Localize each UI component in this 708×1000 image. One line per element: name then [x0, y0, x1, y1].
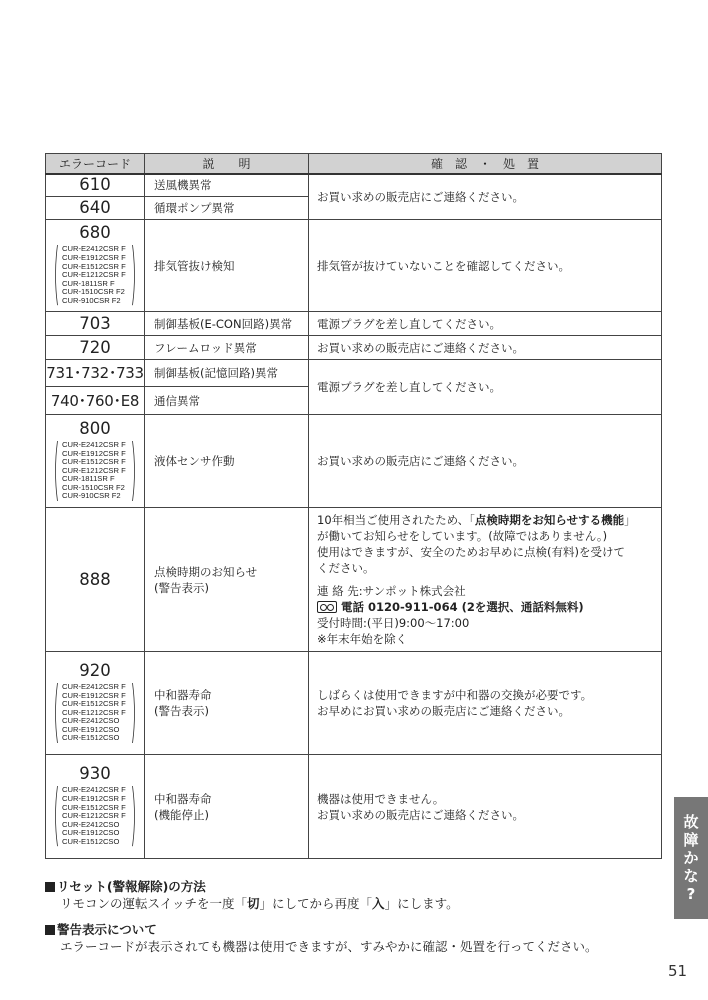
model-name: CUR-E2412CSR F [62, 439, 126, 449]
contact-holiday: ※年末年始を除く [317, 632, 408, 646]
model-list [52, 245, 138, 305]
note-text: 」にします。 [384, 896, 459, 911]
note-heading-text: 警告表示について [57, 922, 157, 937]
description-line: 点検時期のお知らせ [154, 564, 258, 579]
model-name: CUR-1510CSR F2 [62, 482, 125, 492]
action-cell: 排気管が抜けていないことを確認してください。 [309, 220, 662, 312]
header-action: 確 認 ・ 処 置 [309, 154, 662, 174]
table-row [46, 360, 662, 387]
free-dial-icon [317, 601, 337, 613]
tab-char: 故 [683, 813, 699, 831]
action-cell: 電源プラグを差し直してください。 [309, 312, 662, 336]
table-row [46, 755, 662, 859]
left-paren-bracket [53, 683, 58, 743]
model-name: CUR-E1912CSO [62, 828, 120, 838]
model-name: CUR-E2412CSR F [62, 681, 126, 691]
model-name: CUR-1510CSR F2 [62, 287, 125, 297]
description-cell: 制御基板(記憶回路)異常 [145, 360, 309, 387]
error-code-table [45, 153, 662, 859]
note-heading [45, 878, 459, 895]
action-cell: お買い求めの販売店にご連絡ください。 [309, 174, 662, 220]
action-cell: 電源プラグを差し直してください。 [309, 360, 662, 415]
action-line: 機器は使用できません。 [317, 791, 445, 806]
note-emphasis: 入 [372, 896, 385, 911]
error-code: 800 [79, 418, 111, 438]
model-name: CUR-E1512CSR F [62, 261, 126, 271]
model-name: CUR-E1512CSO [62, 836, 120, 846]
error-code: 680 [79, 223, 111, 243]
header-description: 説 明 [145, 154, 309, 174]
note-heading-text: リセット(警報解除)の方法 [57, 879, 206, 894]
model-name: CUR-E1912CSR F [62, 253, 126, 263]
note-text: リモコンの運転スイッチを一度「 [60, 896, 248, 911]
action-line: お早めにお買い求めの販売店にご連絡ください。 [317, 704, 570, 718]
error-code-cell [46, 336, 145, 360]
model-list [52, 786, 138, 846]
page-number: 51 [668, 962, 688, 980]
model-name: CUR-E1512CSR F [62, 699, 126, 709]
model-name: CUR-910CSR F2 [62, 491, 121, 501]
table-row [46, 652, 662, 755]
square-bullet-icon [45, 882, 55, 892]
right-paren-bracket [132, 245, 137, 305]
note-emphasis: 切 [247, 896, 260, 911]
model-name: CUR-1811SR F [62, 278, 115, 288]
error-code: 930 [79, 764, 111, 784]
error-code-cell [46, 415, 145, 508]
left-paren-bracket [53, 441, 58, 501]
note-body [45, 895, 459, 912]
action-line: が働いてお知らせをしています。(故障ではありません。) [317, 529, 608, 543]
note-heading [45, 921, 598, 938]
error-code: 720 [79, 337, 111, 357]
action-line: しばらくは使用できますが中和器の交換が必要です。 [317, 688, 593, 702]
action-line: お買い求めの販売店にご連絡ください。 [317, 807, 524, 822]
model-list [52, 683, 138, 743]
action-cell: お買い求めの販売店にご連絡ください。 [309, 336, 662, 360]
description-line: 中和器寿命 [154, 791, 212, 806]
error-code: 610 [79, 175, 111, 195]
action-cell [309, 508, 662, 652]
description-sub: (警告表示) [154, 704, 209, 718]
phone-text: 電話 0120-911-064 (2を選択、通話料無料) [341, 600, 584, 614]
action-line: ください。 [317, 561, 375, 575]
error-code: 731･732･733 [46, 364, 144, 382]
table-row [46, 508, 662, 652]
model-name: CUR-E1212CSR F [62, 811, 126, 821]
model-list [52, 441, 138, 501]
error-code: 888 [79, 569, 111, 589]
description-sub: (機能停止) [154, 807, 209, 822]
model-name: CUR-E1912CSR F [62, 690, 126, 700]
description-cell: 排気管抜け検知 [145, 220, 309, 312]
description-line: 中和器寿命 [154, 688, 212, 702]
error-code-cell [46, 755, 145, 859]
error-code: 703 [79, 313, 111, 333]
description-cell: 送風機異常 [145, 174, 309, 197]
right-paren-bracket [132, 786, 137, 846]
right-paren-bracket [132, 683, 137, 743]
action-cell [309, 652, 662, 755]
model-name: CUR-1811SR F [62, 474, 115, 484]
error-code: 640 [79, 198, 111, 217]
description-cell: 循環ポンプ異常 [145, 197, 309, 220]
model-name: CUR-E1912CSR F [62, 794, 126, 804]
description-cell [145, 652, 309, 755]
table-row [46, 312, 662, 336]
error-code-cell [46, 312, 145, 336]
table-row [46, 174, 662, 197]
action-text: 」 [624, 513, 636, 527]
contact-hours: 受付時間:(平日)9:00〜17:00 [317, 616, 470, 630]
tab-char: 障 [683, 831, 699, 849]
table-row [46, 336, 662, 360]
error-code-cell [46, 197, 145, 220]
description-sub: (警告表示) [154, 580, 209, 595]
table-row [46, 415, 662, 508]
tab-char: な [683, 867, 699, 885]
warning-note [45, 921, 598, 955]
description-cell: 液体センサ作動 [145, 415, 309, 508]
description-cell: フレームロッド異常 [145, 336, 309, 360]
square-bullet-icon [45, 925, 55, 935]
action-line: 使用はできますが、安全のためお早めに点検(有料)を受けて [317, 545, 625, 559]
action-cell [309, 755, 662, 859]
model-name: CUR-E2412CSR F [62, 785, 126, 795]
action-text: 10年相当ご使用されたため、「 [317, 513, 475, 527]
error-code-cell [46, 387, 145, 415]
model-name: CUR-E2412CSR F [62, 244, 126, 254]
model-name: CUR-E1212CSR F [62, 270, 126, 280]
contact-company: 連 絡 先:サンポット株式会社 [317, 584, 466, 598]
section-tab [674, 797, 708, 919]
header-error-code: エラーコード [46, 154, 145, 174]
contact-phone [317, 599, 655, 615]
description-cell [145, 755, 309, 859]
action-cell: お買い求めの販売店にご連絡ください。 [309, 415, 662, 508]
note-text: 」にしてから再度「 [259, 896, 373, 911]
model-name: CUR-E1512CSR F [62, 802, 126, 812]
tab-char: か [683, 849, 699, 867]
model-name: CUR-E1512CSR F [62, 457, 126, 467]
error-code-cell [46, 508, 145, 652]
description-cell: 制御基板(E-CON回路)異常 [145, 312, 309, 336]
model-name: CUR-E1512CSO [62, 733, 120, 743]
action-line [317, 512, 655, 528]
error-code-cell [46, 174, 145, 197]
tab-char: ? [686, 885, 696, 903]
error-code-cell [46, 652, 145, 755]
action-emphasis: 点検時期をお知らせする機能 [474, 513, 625, 527]
left-paren-bracket [53, 245, 58, 305]
note-body: エラーコードが表示されても機器は使用できますが、すみやかに確認・処置を行ってください。 [60, 939, 598, 954]
spacer [317, 576, 655, 583]
model-name: CUR-E1912CSR F [62, 448, 126, 458]
error-code: 920 [79, 660, 111, 680]
model-name: CUR-E1912CSO [62, 724, 120, 734]
model-name: CUR-910CSR F2 [62, 295, 121, 305]
error-code: 740･760･E8 [50, 391, 140, 410]
reset-note [45, 878, 459, 912]
left-paren-bracket [53, 786, 58, 846]
table-row [46, 220, 662, 312]
model-name: CUR-E1212CSR F [62, 465, 126, 475]
description-cell: 通信異常 [145, 387, 309, 415]
description-cell [145, 508, 309, 652]
error-code-cell [46, 360, 145, 387]
error-code-cell [46, 220, 145, 312]
model-name: CUR-E1212CSR F [62, 707, 126, 717]
model-name: CUR-E2412CSO [62, 716, 120, 726]
right-paren-bracket [132, 441, 137, 501]
model-name: CUR-E2412CSO [62, 819, 120, 829]
